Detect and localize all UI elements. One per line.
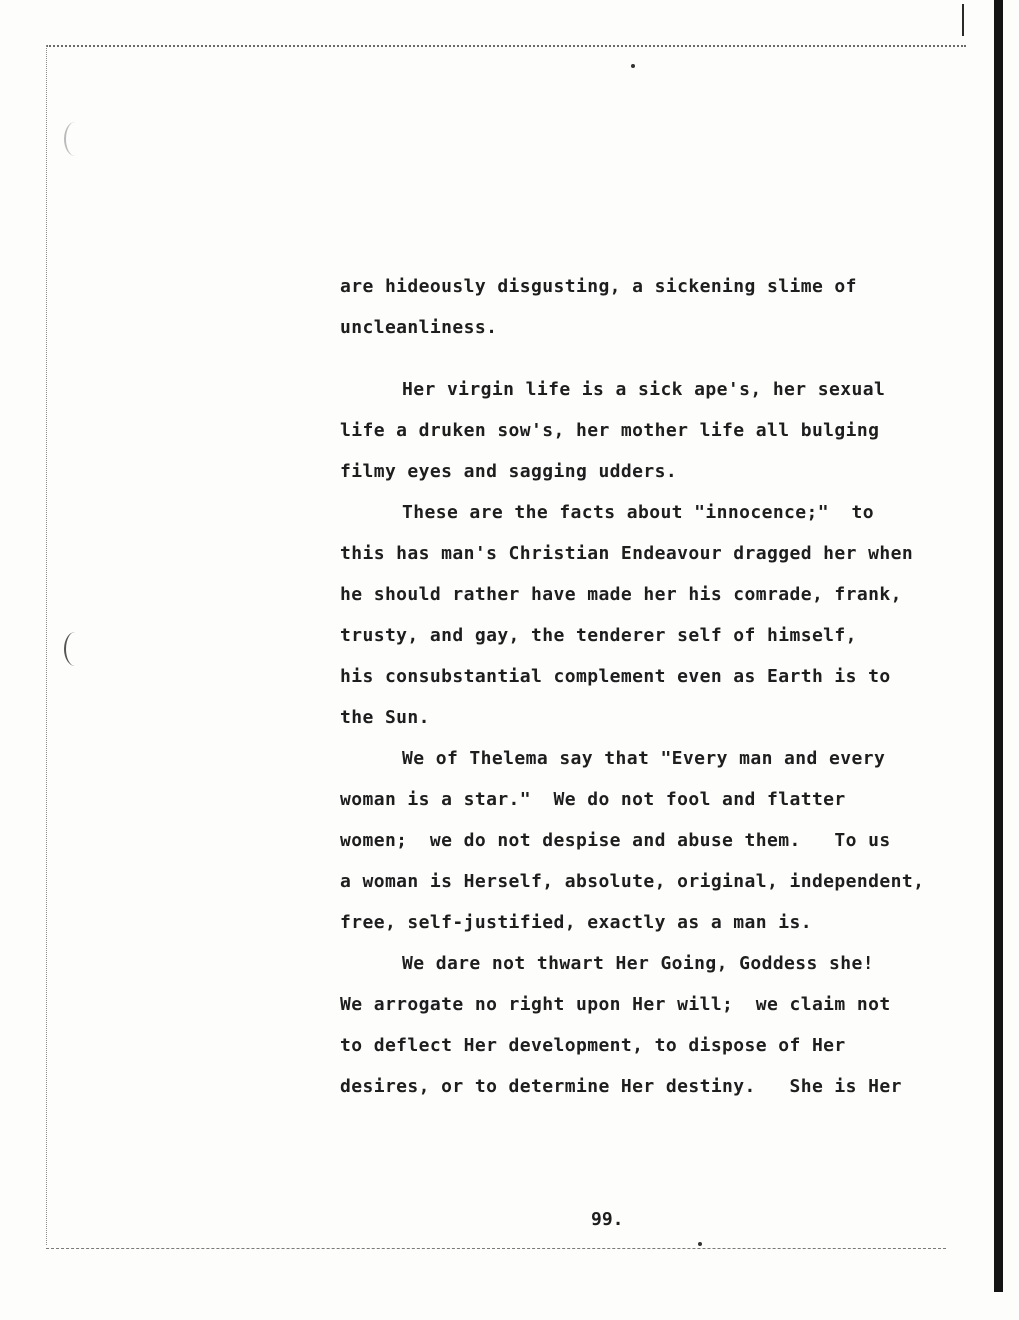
text-line: women; we do not despise and abuse them. To us	[340, 830, 891, 851]
text-line: We of Thelema say that "Every man and every	[402, 748, 886, 769]
page-border-bottom	[46, 1248, 946, 1249]
text-line: desires, or to determine Her destiny. She is Her	[340, 1076, 902, 1097]
text-line: free, self-justified, exactly as a man is.	[340, 912, 812, 933]
text-line: to deflect Her development, to dispose of Her	[340, 1035, 846, 1056]
binder-hole-mark	[64, 122, 86, 156]
typewritten-body	[340, 266, 980, 1107]
scan-edge-mark	[962, 4, 964, 36]
text-line: are hideously disgusting, a sickening slime of	[340, 276, 857, 297]
page-border-top	[46, 45, 966, 47]
text-line: life a druken sow's, her mother life all bulging	[340, 420, 880, 441]
text-line: trusty, and gay, the tenderer self of himself,	[340, 625, 857, 646]
text-line: uncleanliness.	[340, 317, 498, 338]
text-line: woman is a star." We do not fool and flatter	[340, 789, 846, 810]
page-border-left	[46, 45, 47, 1245]
scan-speck	[698, 1242, 702, 1246]
text-line: We arrogate no right upon Her will; we claim not	[340, 994, 891, 1015]
scan-speck	[631, 64, 635, 68]
text-line: filmy eyes and sagging udders.	[340, 461, 678, 482]
text-line: We dare not thwart Her Going, Goddess she!	[402, 953, 874, 974]
page-number: 99.	[591, 1209, 624, 1230]
text-line: he should rather have made her his comrade, frank,	[340, 584, 902, 605]
text-line: Her virgin life is a sick ape's, her sexual	[402, 379, 886, 400]
text-line: the Sun.	[340, 707, 430, 728]
scan-edge-shadow	[994, 0, 1003, 1292]
text-line: his consubstantial complement even as Earth is to	[340, 666, 891, 687]
text-line: this has man's Christian Endeavour dragged her when	[340, 543, 914, 564]
text-line: a woman is Herself, absolute, original, independent,	[340, 871, 925, 892]
text-line: These are the facts about "innocence;" to	[402, 502, 874, 523]
binder-hole-mark	[64, 632, 86, 666]
